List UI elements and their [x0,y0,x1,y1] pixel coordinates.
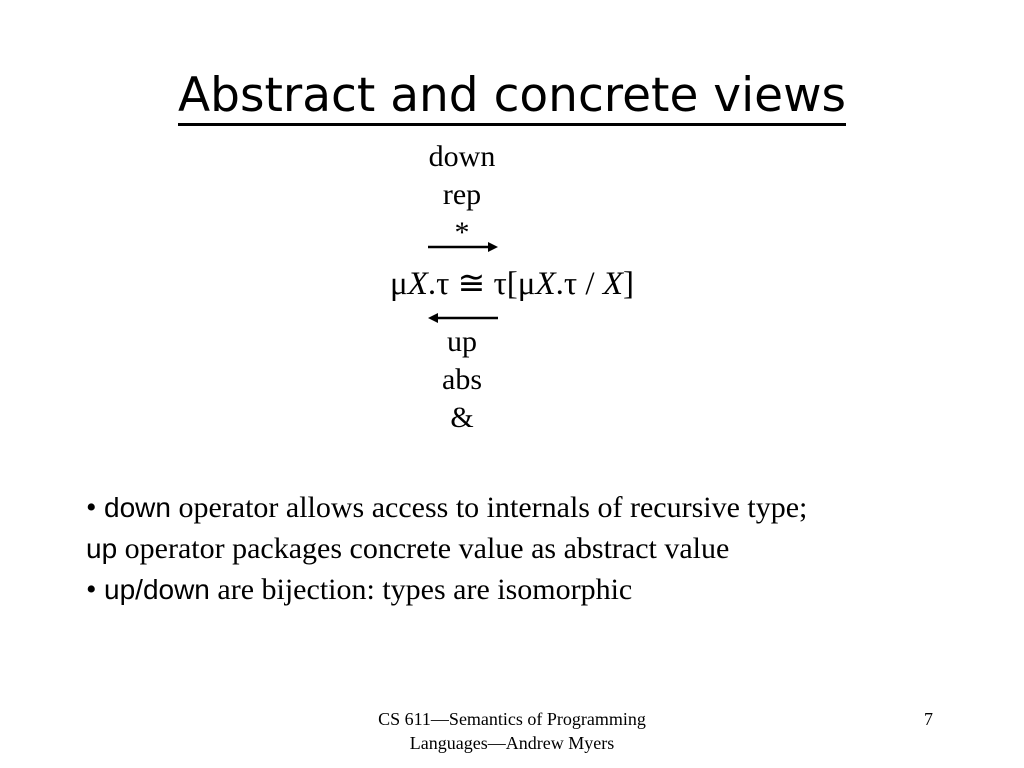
bullet-text: are bijection: types are isomorphic [209,573,633,606]
formula-part: .τ / [555,266,603,302]
page-number: 7 [924,709,933,729]
bullet-marker: • [86,491,105,524]
label-star: * [454,216,470,249]
formula-part: .τ ≅ τ[μ [427,266,536,302]
footer-line: Languages—Andrew Myers [409,733,615,753]
slide-title-wrap [0,66,1024,126]
formula-close-bracket: ] [623,266,634,302]
formula-var-x: X [602,266,623,302]
formula-mu: μ [389,266,408,302]
slide-footer [312,707,712,755]
code-up-down: up/down [104,574,210,605]
label-down: down [428,140,496,173]
code-up: up [86,533,118,564]
label-up: up [447,325,477,358]
bullet-list [86,487,1006,610]
formula-var-x: X [407,266,428,302]
bottom-operator-labels [412,323,512,437]
right-arrow-icon [426,239,500,255]
bullet-item [86,569,1006,610]
code-down: down [104,492,171,523]
footer-line: CS 611—Semantics of Programming [378,709,646,729]
bullet-text: operator allows access to internals of recursive type; [170,491,808,524]
slide-title: Abstract and concrete views [178,68,846,126]
label-rep: rep [442,178,482,211]
label-abs: abs [442,363,482,396]
bullet-item [86,487,1006,528]
bullet-text: operator packages concrete value as abstract value [117,532,730,565]
top-operator-labels [412,138,512,252]
formula-var-x: X [535,266,556,302]
bullet-marker: • [86,573,105,606]
bullet-continuation [86,528,1006,569]
label-ampersand: & [450,401,474,434]
isomorphism-formula [0,262,1024,306]
